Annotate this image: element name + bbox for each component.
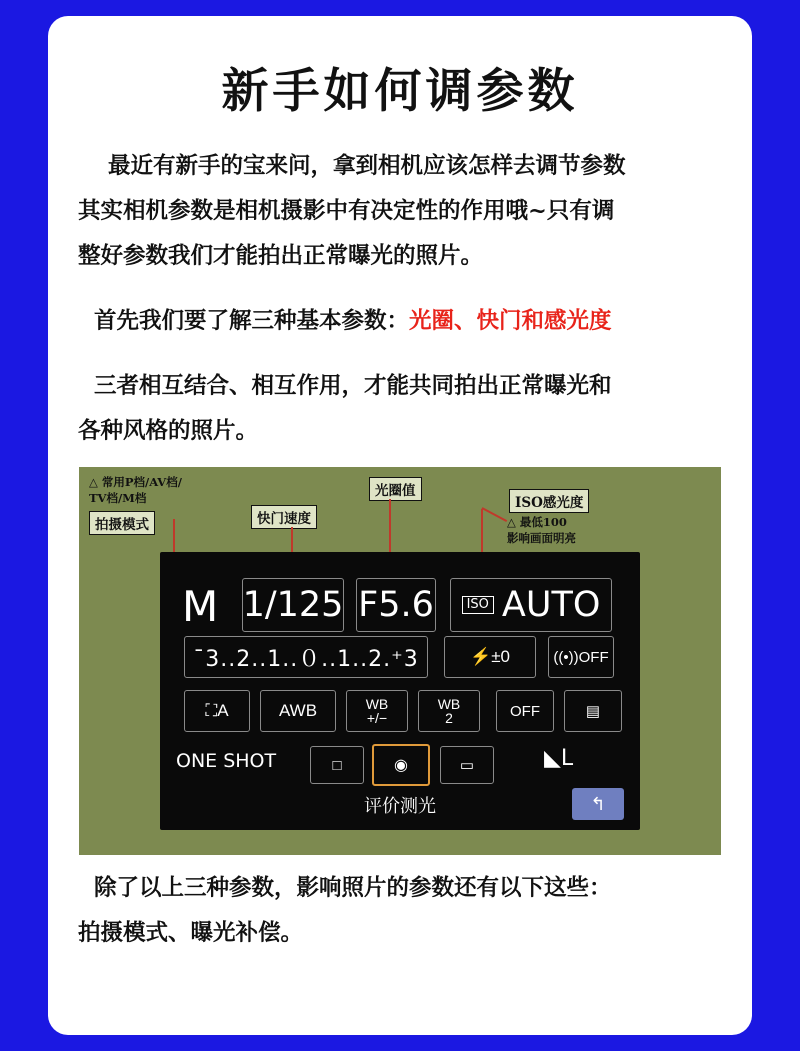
flash-compensation-field[interactable] — [444, 636, 536, 678]
body-line-2: 各种风格的照片。 — [78, 418, 259, 444]
wb-shift-field[interactable] — [346, 690, 408, 732]
shooting-mode-value[interactable]: M — [182, 582, 219, 631]
highlight-terms: 光圈、快门和感光度 — [409, 308, 612, 334]
af-mode-value: A — [217, 701, 229, 720]
return-icon: ↰ — [590, 793, 606, 814]
highlight-prefix: 首先我们要了解三种基本参数： — [94, 308, 410, 334]
quality-value: L — [560, 746, 574, 771]
page-title: 新手如何调参数 — [221, 64, 579, 119]
shutter-speed-field[interactable] — [242, 578, 344, 632]
metering-evaluative-button[interactable] — [372, 744, 430, 786]
aperture-value: F5.6 — [358, 585, 434, 625]
screen-row-meter — [160, 630, 640, 682]
wb-bracket-field[interactable] — [418, 690, 480, 732]
iso-note-line-2: 影响画面明亮 — [507, 531, 576, 545]
shutter-speed-value: 1/125 — [242, 585, 344, 625]
screen-row-settings — [160, 686, 640, 738]
quality-icon: ◣ — [544, 746, 561, 771]
wifi-value: OFF — [578, 648, 609, 666]
wb-bracket-line-1: WB — [437, 696, 461, 712]
aperture-field[interactable] — [356, 578, 436, 632]
body-line-1: 三者相互结合、相互作用，才能共同拍出正常曝光和 — [94, 373, 612, 399]
intro-line-2: 其实相机参数是相机摄影中有决定性的作用哦~只有调 — [78, 198, 615, 224]
flash-compensation-value: ±0 — [491, 647, 510, 666]
wifi-field[interactable] — [548, 636, 614, 678]
metering-partial-icon: ▭ — [459, 757, 475, 774]
iso-value: AUTO — [501, 585, 601, 625]
mode-note-line-1: △ 常用P档/AV档/ — [89, 475, 182, 489]
shutter-label: 快门速度 — [251, 505, 317, 529]
iso-note-line-1: △ 最低100 — [507, 515, 567, 529]
return-button[interactable] — [572, 788, 624, 820]
iso-field[interactable] — [450, 578, 612, 632]
wb-bracket-line-2: 2 — [445, 710, 453, 726]
wb-shift-line-2: +/− — [366, 710, 388, 726]
iso-tag-icon: ISO — [462, 596, 494, 614]
metering-spot-icon: □ — [332, 756, 342, 774]
wb-shift-line-1: WB — [365, 696, 389, 712]
highlight-line — [78, 302, 722, 341]
iso-leader-line — [482, 507, 508, 522]
exposure-meter[interactable] — [184, 636, 428, 678]
metering-evaluative-icon: ◉ — [394, 757, 408, 774]
wb-bracket-icon — [438, 697, 461, 725]
footer-line-2: 拍摄模式、曝光补偿。 — [78, 920, 304, 946]
mode-label: 拍摄模式 — [89, 511, 155, 535]
picture-style-value: OFF — [510, 702, 540, 720]
cards-icon: ▤ — [585, 703, 601, 720]
metering-partial-button[interactable] — [440, 746, 494, 784]
screen-row-af-metering — [160, 742, 640, 790]
intro-line-3: 整好参数我们才能拍出正常曝光的照片。 — [78, 243, 484, 269]
metering-spot-button[interactable] — [310, 746, 364, 784]
af-operation-value[interactable]: ONE SHOT — [176, 750, 277, 772]
af-mode-field[interactable] — [184, 690, 250, 732]
aperture-label: 光圈值 — [369, 477, 422, 501]
wifi-icon: ((•)) — [553, 648, 579, 666]
image-quality-field[interactable] — [544, 746, 573, 771]
screen-row-footer — [160, 790, 640, 824]
camera-lcd-screen — [160, 552, 640, 830]
flash-icon: ⚡ — [470, 647, 492, 666]
white-balance-field[interactable] — [260, 690, 336, 732]
camera-illustration — [79, 467, 721, 855]
picture-style-field[interactable] — [496, 690, 554, 732]
iso-label: ISO感光度 — [509, 489, 589, 513]
af-frame-icon: ⛶ — [205, 701, 218, 720]
intro-line-1: 最近有新手的宝来问，拿到相机应该怎样去调节参数 — [108, 153, 626, 179]
content-card — [48, 16, 752, 1035]
screen-row-exposure — [160, 566, 640, 631]
metering-mode-label: 评价测光 — [364, 796, 436, 817]
drive-mode-field[interactable] — [564, 690, 622, 732]
wb-shift-icon — [366, 697, 389, 725]
footer-line-1: 除了以上三种参数，影响照片的参数还有以下这些： — [94, 875, 612, 901]
exposure-meter-scale: ¯3..2..1..０..1..2.⁺3 — [193, 646, 419, 672]
mode-note-line-2: TV档/M档 — [89, 491, 147, 505]
white-balance-value: AWB — [278, 701, 318, 720]
